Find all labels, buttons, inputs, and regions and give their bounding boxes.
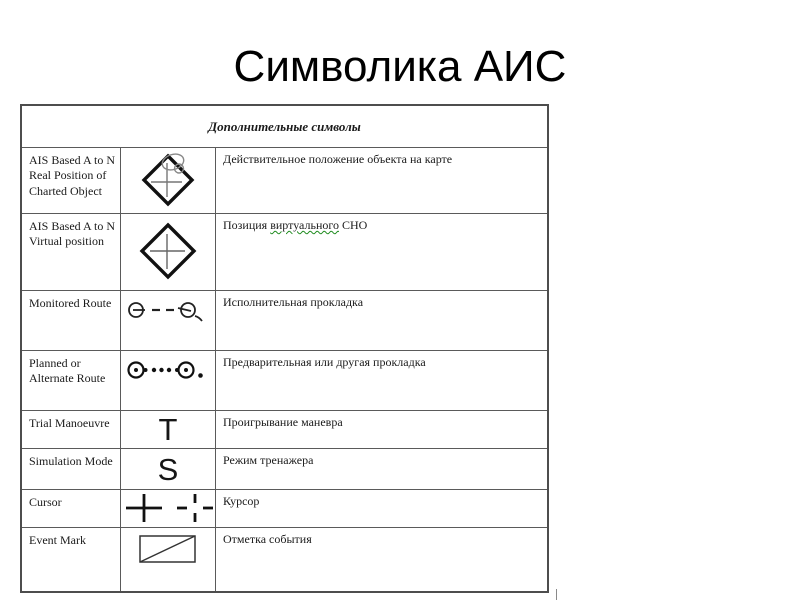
desc-text: Позиция (223, 218, 271, 232)
term-cell-cursor: Cursor (22, 490, 121, 528)
term-cell-monitored-route: Monitored Route (22, 291, 121, 351)
symbol-cell (121, 528, 216, 591)
simulation-mode-letter-icon: S (157, 451, 179, 487)
desc-cell: Курсор (216, 490, 547, 528)
symbol-cell (121, 148, 216, 214)
desc-cell: Режим тренажера (216, 449, 547, 490)
ais-virtual-position-diamond-icon (135, 219, 201, 285)
symbol-cell (121, 291, 216, 351)
term-cell-simulation-mode: Simulation Mode (22, 449, 121, 490)
term-cell-ais-virtual-position: AIS Based A to N Virtual position (22, 214, 121, 291)
symbol-cell (121, 449, 216, 490)
desc-cell: Отметка события (223, 532, 312, 546)
symbol-cell (121, 411, 216, 449)
desc-cell: Действительное положение объекта на карте (216, 148, 547, 214)
desc-cell: Исполнительная прокладка (216, 291, 547, 351)
event-mark-rectangle-icon (136, 532, 200, 568)
table-header: Дополнительные символы (22, 106, 547, 148)
desc-cell (216, 214, 547, 291)
border-artifact-line (556, 589, 557, 600)
term-cell-trial-manoeuvre: Trial Manoeuvre (22, 411, 121, 449)
grammar-checked-word: виртуального (270, 218, 339, 232)
trial-manoeuvre-letter-icon: T (158, 412, 178, 447)
desc-text: СНО (339, 218, 368, 232)
term-cell-event-mark: Event Mark (22, 528, 121, 591)
term-cell-ais-real-position: AIS Based A to N Real Position of Charted Object (22, 148, 121, 214)
desc-cell: Предварительная или другая прокладка (216, 351, 547, 411)
additional-symbols-table (20, 104, 549, 593)
cursor-crosshair-icon (121, 492, 215, 526)
desc-cell: Проигрывание маневра (216, 411, 547, 449)
ais-real-position-diamond-icon (135, 150, 201, 212)
symbol-cell (121, 351, 216, 411)
symbol-cell (121, 214, 216, 291)
symbol-cell (121, 490, 216, 528)
planned-route-waypoints-icon (124, 355, 212, 391)
monitored-route-waypoints-icon (124, 295, 212, 331)
page-title: Символика АИС (233, 42, 567, 91)
term-cell-planned-route: Planned or Alternate Route (22, 351, 121, 411)
